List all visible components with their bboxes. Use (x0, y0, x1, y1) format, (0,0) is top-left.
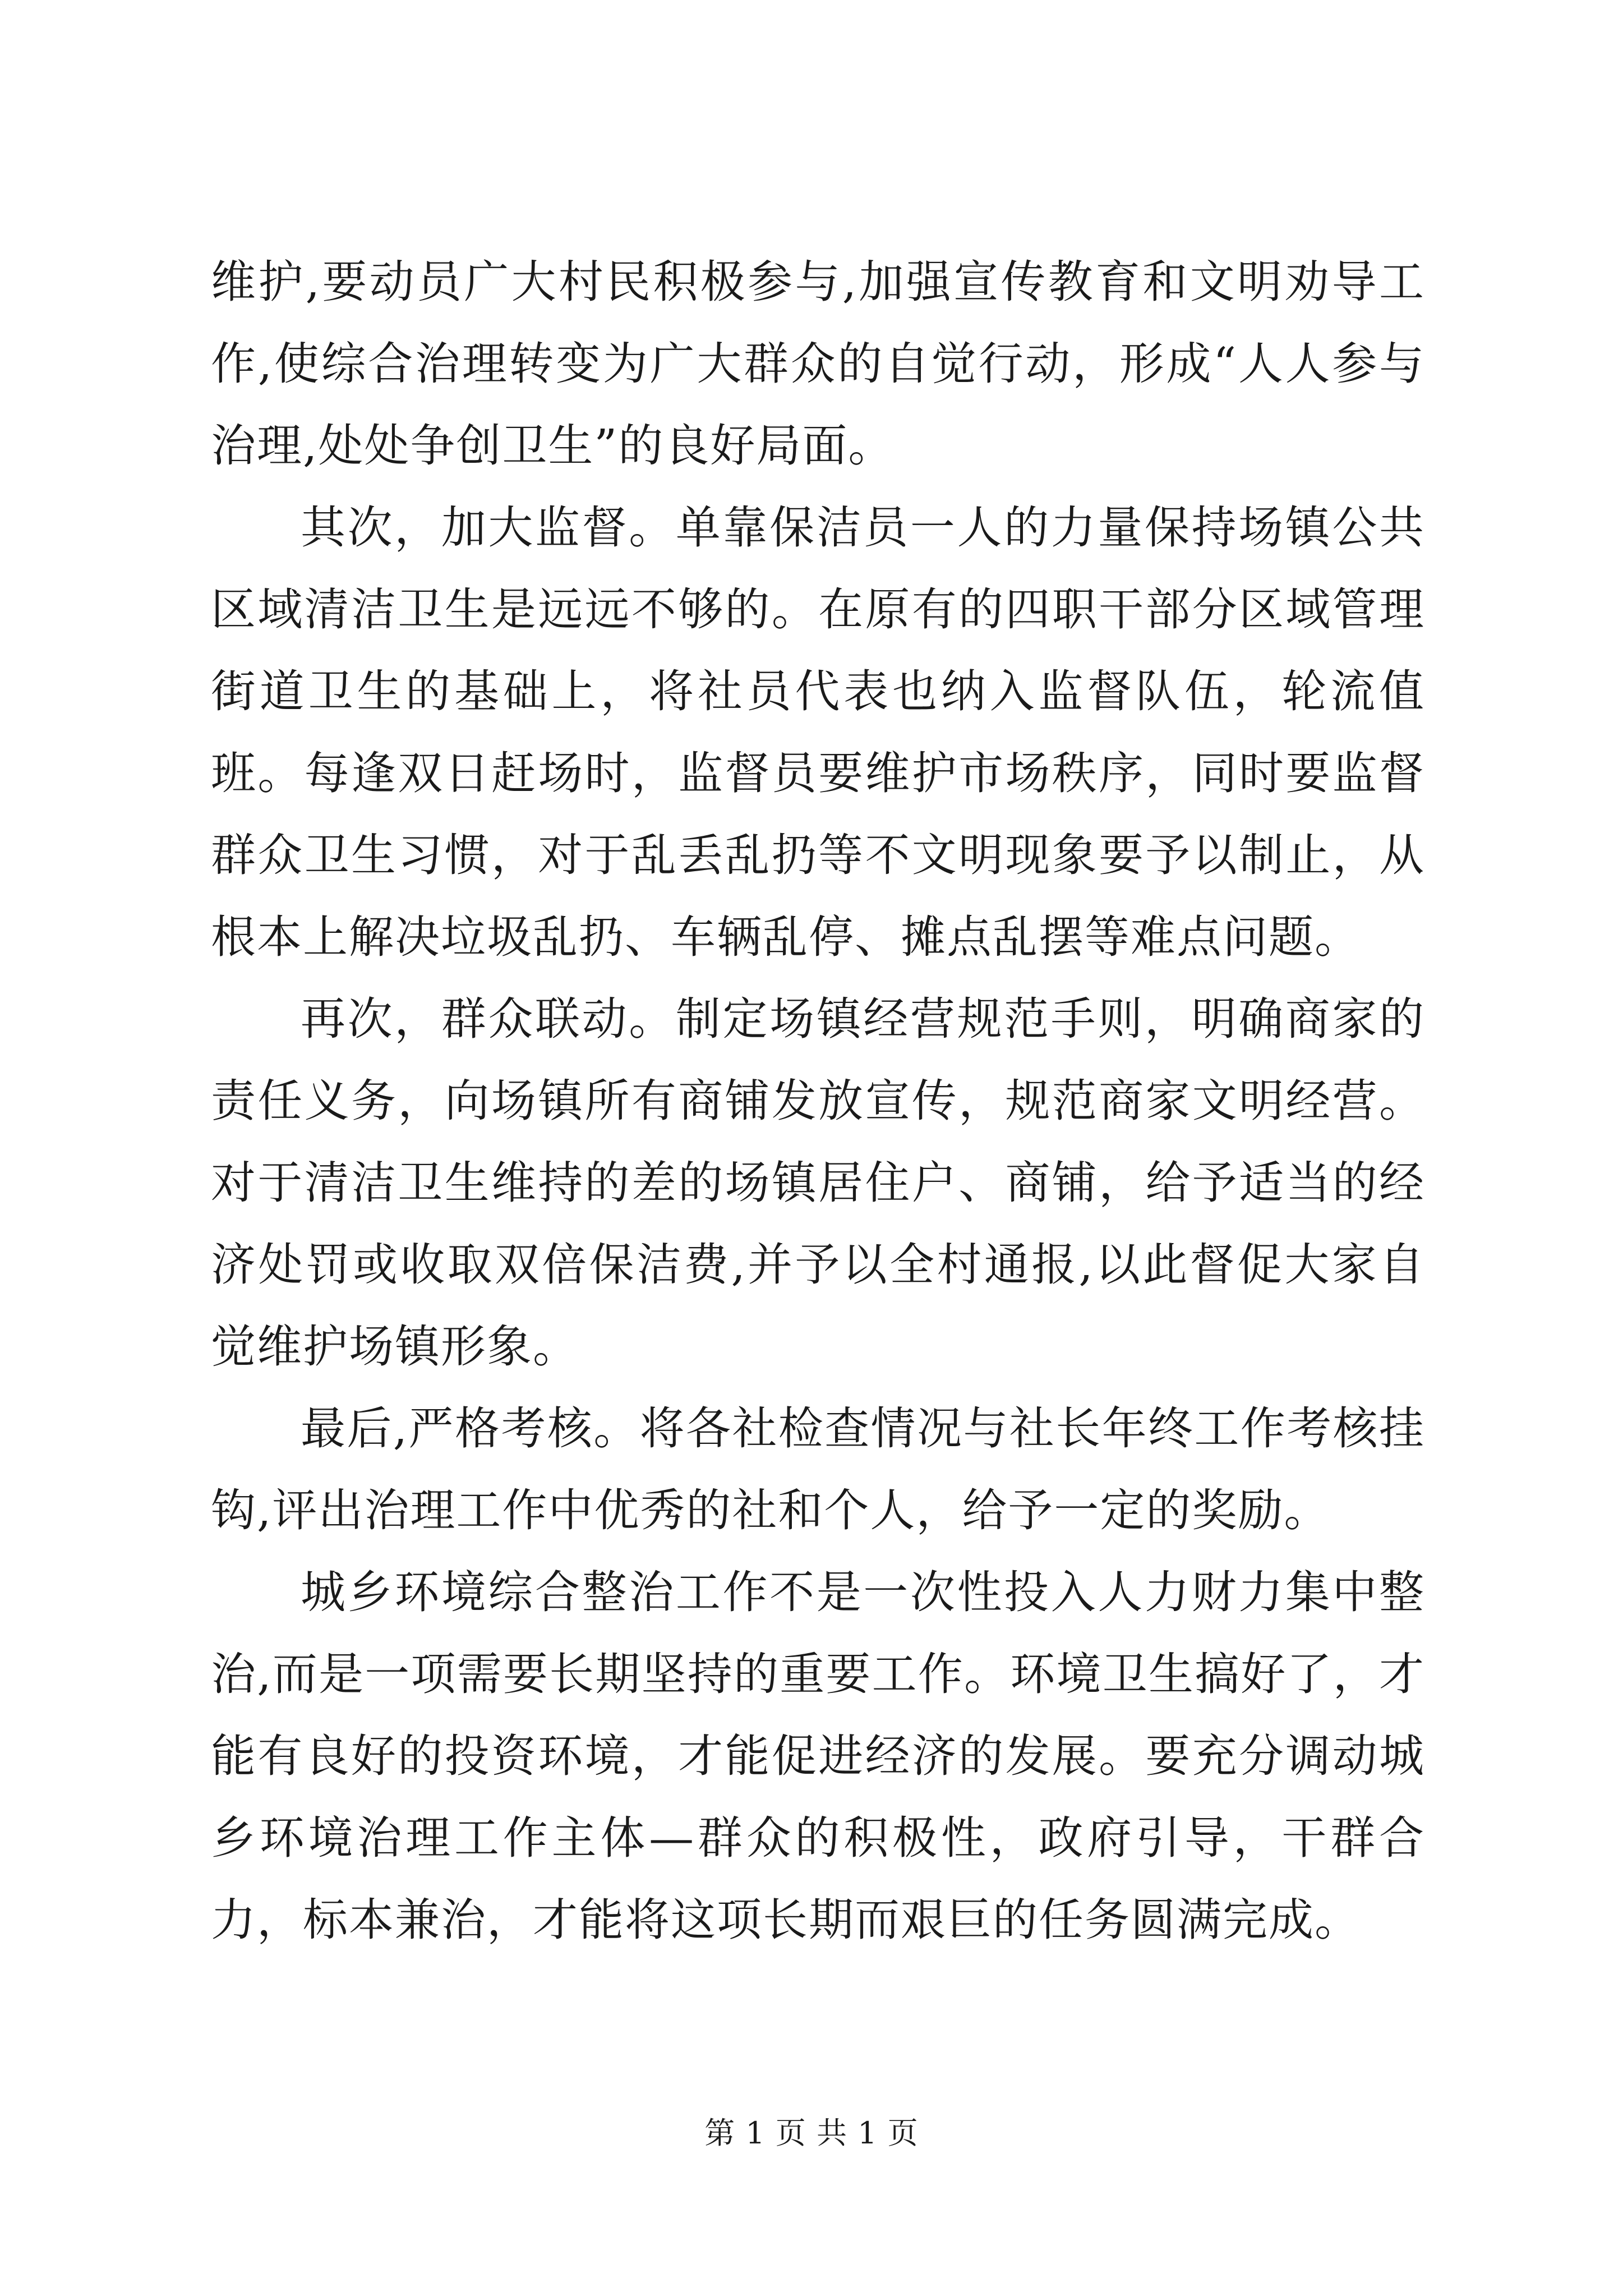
paragraph-5: 城乡环境综合整治工作不是一次性投入人力财力集中整治,而是一项需要长期坚持的重要工作。环境卫生搞好了，才能有良好的投资环境，才能促进经济的发展。要充分调动城乡环境治理工作主体—群众的积极性，政府引导，干群合力，标本兼治，才能将这项长期而艰巨的任务圆满完成。 (211, 1566, 1425, 1946)
paragraph-1: 维护,要动员广大村民积极参与,加强宣传教育和文明劝导工作,使综合治理转变为广大群众的自觉行动，形成“人人参与治理,处处争创卫生”的良好局面。 (211, 256, 1425, 472)
paragraph-3: 再次，群众联动。制定场镇经营规范手则，明确商家的责任义务，向场镇所有商铺发放宣传，规范商家文明经营。对于清洁卫生维持的差的场镇居住户、商铺，给予适当的经济处罚或收取双倍保洁费,并予以全村通报,以此督促大家自觉维护场镇形象。 (211, 993, 1425, 1373)
page-number-footer: 第 1 页 共 1 页 (704, 2115, 919, 2151)
paragraph-4: 最后,严格考核。将各社检查情况与社长年终工作考核挂钩,评出治理工作中优秀的社和个人，给予一定的奖励。 (211, 1402, 1425, 1536)
paragraph-2: 其次，加大监督。单靠保洁员一人的力量保持场镇公共区域清洁卫生是远远不够的。在原有的四职干部分区域管理街道卫生的基础上，将社员代表也纳入监督队伍，轮流值班。每逢双日赶场时，监督员要维护市场秩序，同时要监督群众卫生习惯，对于乱丢乱扔等不文明现象要予以制止，从根本上解决垃圾乱扔、车辆乱停、摊点乱摆等难点问题。 (211, 501, 1425, 963)
document-body (211, 241, 1425, 1961)
